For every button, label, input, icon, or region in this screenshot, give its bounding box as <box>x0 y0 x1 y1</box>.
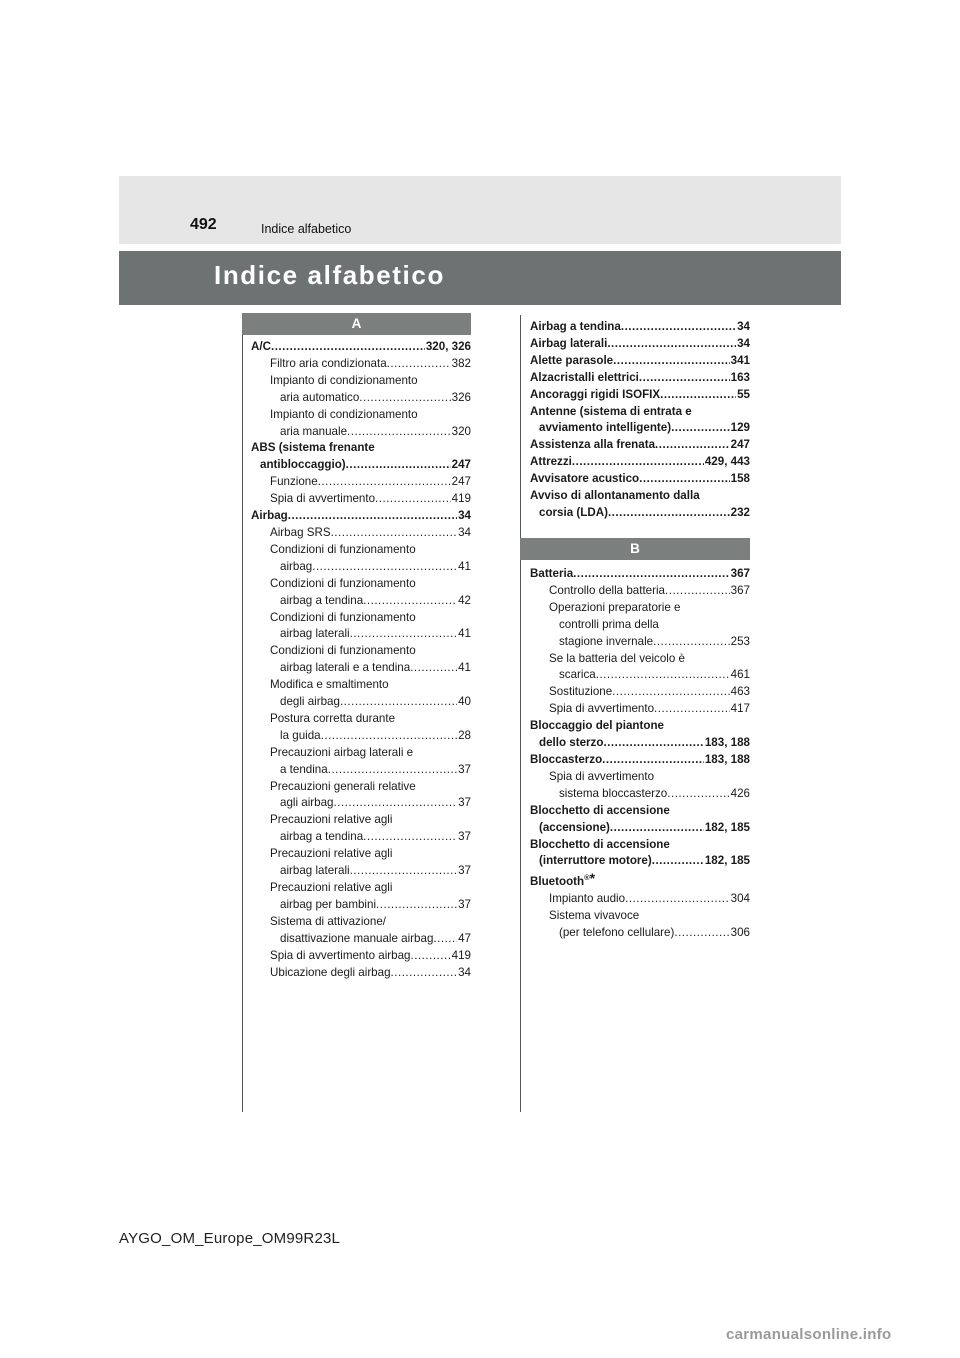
index-subentry: Precauzioni airbag laterali e a tendina ..... 37 <box>251 745 471 779</box>
index-subentry: Impianto di condizionamento aria automatico ..... 326 <box>251 373 471 407</box>
index-entry: Antenne (sistema di entrata e avviamento intelligente) ..... 129 <box>530 404 750 438</box>
index-entry: Alette parasole ..... 341 <box>530 353 750 370</box>
index-entry: A/C ..... 320, 326 <box>251 339 471 356</box>
index-subentry: Spia di avvertimento sistema bloccasterzo ..... 426 <box>530 769 750 803</box>
index-subentry: Se la batteria del veicolo è scarica ..... 461 <box>530 651 750 685</box>
index-subentry: Precauzioni relative agli airbag laterali ..... 37 <box>251 846 471 880</box>
index-subentry: Impianto di condizionamento aria manuale ..... 320 <box>251 407 471 441</box>
index-subentry: Ubicazione degli airbag ..... 34 <box>251 965 471 982</box>
index-subentry: Condizioni di funzionamento airbag ..... 41 <box>251 542 471 576</box>
index-subentry: Sostituzione ..... 463 <box>530 684 750 701</box>
index-subentry: Condizioni di funzionamento airbag laterali ..... 41 <box>251 610 471 644</box>
section-letter-a: A <box>242 313 471 335</box>
index-subentry: Spia di avvertimento airbag ..... 419 <box>251 948 471 965</box>
index-subentry: Sistema di attivazione/ disattivazione manuale airbag ..... 47 <box>251 914 471 948</box>
index-entry: Attrezzi ..... 429, 443 <box>530 454 750 471</box>
index-subentry: Airbag SRS ..... 34 <box>251 525 471 542</box>
index-subentry: Operazioni preparatorie e controlli prima della stagione invernale ..... 253 <box>530 600 750 651</box>
running-title: Indice alfabetico <box>261 222 352 236</box>
watermark: carmanualsonline.info <box>726 1326 892 1343</box>
index-entry: Bloccaggio del piantone dello sterzo ..... 183, 188 <box>530 718 750 752</box>
index-subentry: Spia di avvertimento ..... 419 <box>251 491 471 508</box>
index-subentry: Precauzioni generali relative agli airbag ..... 37 <box>251 779 471 813</box>
index-subentry: Spia di avvertimento ..... 417 <box>530 701 750 718</box>
index-subentry: Controllo della batteria ..... 367 <box>530 583 750 600</box>
index-subentry: Condizioni di funzionamento airbag laterali e a tendina ..... 41 <box>251 643 471 677</box>
header-band <box>119 176 841 244</box>
index-column-right-a <box>530 319 750 522</box>
index-subentry: Funzione ..... 247 <box>251 474 471 491</box>
index-entry: Ancoraggi rigidi ISOFIX ..... 55 <box>530 387 750 404</box>
index-subentry: Modifica e smaltimento degli airbag ..... 40 <box>251 677 471 711</box>
column-divider-left <box>242 315 243 1112</box>
registered-mark: ® <box>584 873 590 883</box>
index-subentry: Condizioni di funzionamento airbag a tendina ..... 42 <box>251 576 471 610</box>
index-entry: Avvisatore acustico ..... 158 <box>530 471 750 488</box>
index-subentry: Filtro aria condizionata ..... 382 <box>251 356 471 373</box>
index-entry: Airbag laterali ..... 34 <box>530 336 750 353</box>
index-entry: Bluetooth®* <box>530 870 596 889</box>
index-entry: Avviso di allontanamento dalla corsia (LDA) ..... 232 <box>530 488 750 522</box>
index-entry: Assistenza alla frenata ..... 247 <box>530 437 750 454</box>
index-entry: Airbag ..... 34 <box>251 508 471 525</box>
index-subentry: Precauzioni relative agli airbag a tendina ..... 37 <box>251 812 471 846</box>
page-number: 492 <box>190 216 217 233</box>
index-entry: Airbag a tendina ..... 34 <box>530 319 750 336</box>
section-letter-b: B <box>520 538 750 560</box>
index-subentry: Postura corretta durante la guida ..... 28 <box>251 711 471 745</box>
page-title: Indice alfabetico <box>214 260 445 290</box>
index-subentry: Impianto audio ..... 304 <box>530 891 750 908</box>
index-entry: Alzacristalli elettrici ..... 163 <box>530 370 750 387</box>
column-divider-right <box>520 315 521 1112</box>
index-subentry: Precauzioni relative agli airbag per bambini ..... 37 <box>251 880 471 914</box>
index-column-left <box>251 339 471 981</box>
index-entry: Bloccasterzo ..... 183, 188 <box>530 752 750 769</box>
index-entry: ABS (sistema frenante antibloccaggio) ..... 247 <box>251 440 471 474</box>
asterisk-mark: * <box>589 870 596 887</box>
index-entry: Batteria ..... 367 <box>530 566 750 583</box>
index-subentry: Sistema vivavoce (per telefono cellulare) ..... 306 <box>530 908 750 942</box>
index-entry: Blocchetto di accensione (accensione) ..... 182, 185 <box>530 803 750 837</box>
document-code: AYGO_OM_Europe_OM99R23L <box>119 1230 341 1247</box>
index-column-right-b <box>530 566 750 942</box>
index-entry: Blocchetto di accensione (interruttore motore) ..... 182, 185 <box>530 837 750 871</box>
